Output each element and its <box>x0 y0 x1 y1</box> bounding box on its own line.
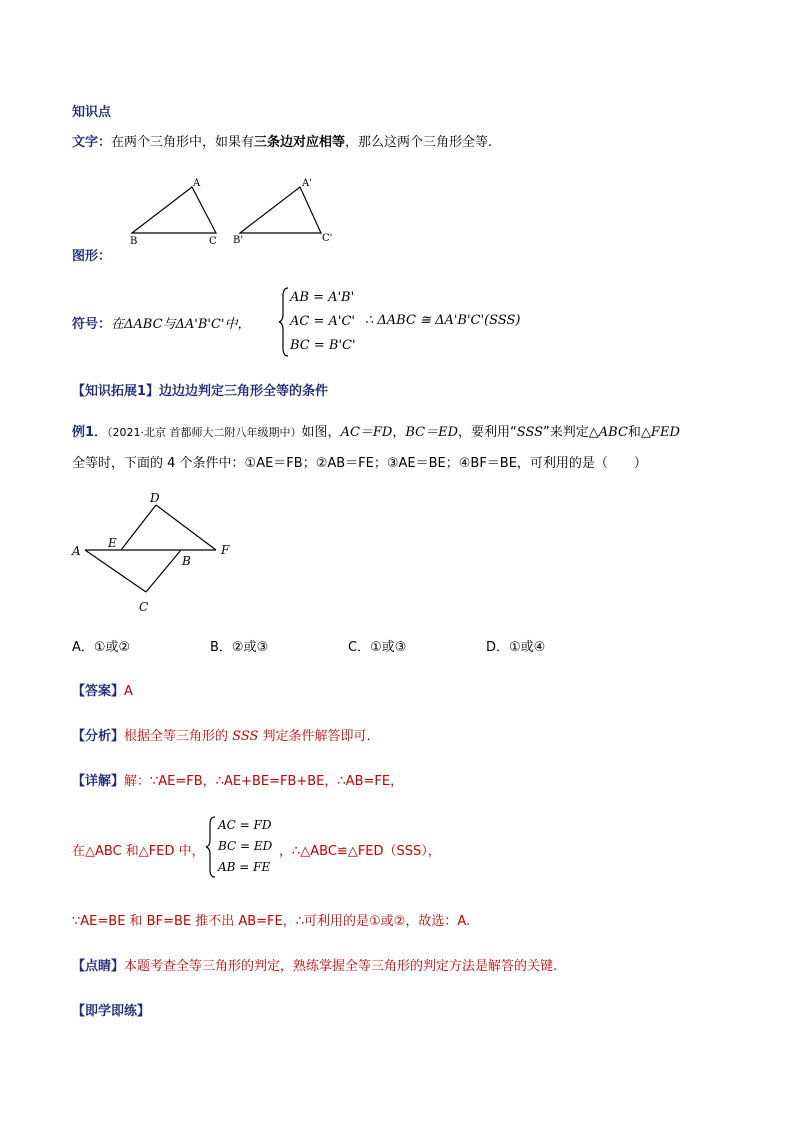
comment-text: 本题考查全等三角形的判定，熟练掌握全等三角形的判定方法是解答的关键. <box>124 959 558 974</box>
option-d[interactable]: D．①或④ <box>486 640 546 655</box>
text-body-1: 在两个三角形中，如果有 <box>111 135 255 150</box>
detail-line-3: ∵AE=BE 和 BF=BE 推不出 AB=FE，∴可利用的是①或②，故选：A. <box>72 914 471 929</box>
practice-heading: 【即学即练】 <box>72 1004 151 1019</box>
figure-label: 图形： <box>72 249 112 264</box>
example-and: 和 <box>627 425 641 440</box>
detail-line-2a: 在△ABC 和△FED 中， <box>72 844 205 859</box>
answer-line <box>72 680 133 699</box>
expansion-tag: 【知识拓展1】 <box>72 384 160 399</box>
symbol-label: 符号： <box>72 317 112 332</box>
detail-tag: 【详解】 <box>72 774 125 789</box>
detail-brace <box>205 815 217 879</box>
example-eq-ac-fd: AC＝FD <box>340 425 393 440</box>
text-label: 文字： <box>72 135 112 150</box>
option-b[interactable]: B．②或③ <box>210 640 269 655</box>
segment-ac <box>85 550 146 592</box>
example-text-b: ，要利用“ <box>458 425 517 440</box>
example-sep: ， <box>392 425 406 440</box>
segment-ed <box>121 505 156 550</box>
detail-text-1: 解：∵AE=FB，∴AE+BE=FB+BE，∴AB=FE， <box>124 774 404 789</box>
example-text-c: ”来判定 <box>543 425 589 440</box>
tri1-label-c: C <box>209 236 217 247</box>
analysis-sss: SSS <box>232 729 259 744</box>
text-body-2: ，那么这两个三角形全等. <box>345 135 493 150</box>
example-label: 例1． <box>72 425 108 440</box>
example-source: （2021·北京 首都师大二附八年级期中） <box>107 426 302 439</box>
tri2-label-b: B' <box>233 235 244 246</box>
comment-tag: 【点睛】 <box>72 959 125 974</box>
detail-brace-line-2: BC = ED <box>218 839 273 853</box>
expansion-title: 边边边判定三角形全等的条件 <box>159 384 329 399</box>
example-intro: 如图， <box>301 425 341 440</box>
text-body-bold: 三条边对应相等 <box>254 135 346 150</box>
fig-label-a: A <box>72 544 81 558</box>
example-triangle-fed: △FED <box>640 425 680 440</box>
answer-tag: 【答案】 <box>72 684 125 699</box>
fig-label-c: C <box>139 600 149 614</box>
detail-brace-line-3: AB = FE <box>218 860 271 874</box>
detail-brace-lines <box>218 815 272 878</box>
detail-line-1 <box>72 770 403 789</box>
fig-label-d: D <box>150 491 160 505</box>
detail-line-2b: ，∴△ABC≌△FED（SSS）， <box>279 844 441 859</box>
fig-label-f: F <box>221 543 230 557</box>
segment-cb <box>146 550 181 592</box>
segment-df <box>156 505 216 550</box>
comment-line <box>72 955 557 974</box>
fig-label-e: E <box>108 536 117 550</box>
analysis-line <box>72 725 371 744</box>
option-c[interactable]: C．①或③ <box>348 640 407 655</box>
analysis-text-1: 根据全等三角形的 <box>124 729 233 744</box>
analysis-tag: 【分析】 <box>72 729 125 744</box>
option-a[interactable]: A．①或② <box>72 640 131 655</box>
fig-label-b: B <box>182 554 191 568</box>
symbol-brace-line-3: BC = B'C' <box>290 338 356 353</box>
example-sss: SSS <box>516 425 544 440</box>
tri1-label-a: A <box>193 178 201 189</box>
example-line-2: 全等时，下面的 4 个条件中：①AE＝FB；②AB＝FE；③AE＝BE；④BF＝BE，可利用的是（ ） <box>72 456 647 471</box>
answer-value: A <box>124 684 133 699</box>
tri2-label-c: C' <box>322 233 333 244</box>
detail-brace-line-1: AC = FD <box>218 818 272 832</box>
tri1-label-b: B <box>130 236 138 247</box>
symbol-brace-line-2: AC = A'C' <box>290 314 355 329</box>
symbol-brace-line-1: AB = A'B' <box>290 290 355 305</box>
tri2-label-a: A' <box>302 178 312 189</box>
symbol-conclusion: ∴ ΔABC ≅ ΔA'B'C'(SSS) <box>365 313 521 328</box>
example-triangle-abc: △ABC <box>588 425 628 440</box>
knowledge-heading: 知识点 <box>72 105 112 120</box>
symbol-text: 在ΔABC与ΔA'B'C'中， <box>111 317 251 332</box>
analysis-text-2: 判定条件解答即可. <box>258 729 371 744</box>
example-eq-bc-ed: BC＝ED <box>405 425 459 440</box>
